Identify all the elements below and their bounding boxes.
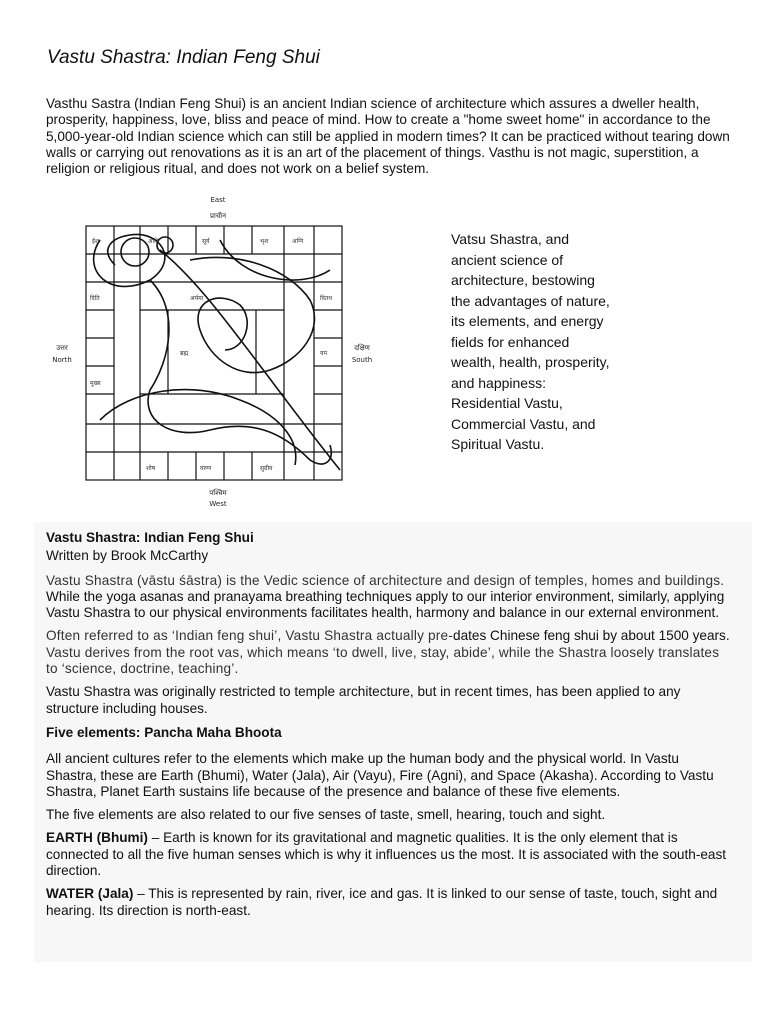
earth-label: EARTH (Bhumi) [46, 830, 148, 846]
east-hindi-label: प्राचीन [210, 212, 226, 220]
east-label: East [210, 196, 226, 204]
figure-caption: Vatsu Shastra, and ancient science of architecture, bestowing the advantages of nature, its elements, and energy fields for enhanced wealth, health, prosperity, and happiness: Residential Vastu, Commercial Vastu, and Spiritual Vastu. [451, 231, 610, 452]
water-label: WATER (Jala) [46, 886, 134, 902]
article-body [46, 530, 731, 926]
svg-text:अग्नि: अग्नि [292, 238, 304, 245]
water-paragraph [46, 886, 731, 919]
intro-paragraph: Vasthu Sastra (Indian Feng Shui) is an ancient Indian science of architecture which assures a dweller health, prosperity, happiness, love, bliss and peace of mind. How to create a "home sweet home" in accordance to the 5,000-year-old Indian science which can still be applied in modern times? It can be practiced without tearing down walls or carrying out renovations as it is an art of the placement of things. Vasthu is not magic, superstition, a religion or religious ritual, and does not work on a belief system. [46, 96, 730, 177]
article-byline: Written by Brook McCarthy [46, 548, 209, 564]
article-p2-mid: dates Chinese feng shui by about 1500 years. [453, 628, 730, 644]
article-p1-rest: While the yoga asanas and pranayama breathing techniques apply to our interior environment, similarly, applying Vastu Shastra to our physical environments facilitates health, harmony and balance in our external environment. [46, 588, 725, 621]
svg-text:आदि: आदि [148, 238, 159, 245]
svg-text:शोष: शोष [146, 465, 156, 472]
svg-text:भृश: भृश [260, 238, 269, 245]
article-p1-lead: Vastu Shastra (vāstu śāstra) is the Vedic science of architecture and design of temples, homes and buildings. [46, 572, 725, 588]
earth-paragraph [46, 830, 731, 879]
vastu-grid-drawing [40, 190, 380, 510]
north-hindi-label: उत्तर [56, 344, 68, 352]
svg-text:मुख्य: मुख्य [90, 380, 101, 387]
article-paragraph-2 [46, 628, 731, 677]
svg-text:सुग्रीव: सुग्रीव [260, 465, 273, 472]
page-title: Vastu Shastra: Indian Feng Shui [47, 47, 320, 68]
article-paragraph-3: Vastu Shastra was originally restricted to temple architecture, but in recent times, has been applied to any structure including houses. [46, 684, 681, 716]
water-text: – This is represented by rain, river, ice and gas. It is linked to our sense of taste, touch, sight and hearing. Its direction is north-east. [46, 886, 718, 918]
svg-text:सूर्य: सूर्य [202, 238, 210, 245]
svg-text:अर्यमा: अर्यमा [190, 295, 204, 302]
svg-text:ब्रह्म: ब्रह्म [180, 350, 189, 357]
svg-text:ईश: ईश [92, 238, 100, 245]
vastu-mandala-figure [40, 190, 380, 510]
article-heading: Vastu Shastra: Indian Feng Shui [46, 530, 254, 545]
article-paragraph-5: The five elements are also related to our five senses of taste, smell, hearing, touch and sight. [46, 807, 606, 823]
article-subheading: Five elements: Pancha Maha Bhoota [46, 724, 282, 740]
svg-text:वरुण: वरुण [200, 465, 212, 472]
article-paragraph-4: All ancient cultures refer to the elements which make up the human body and the physical world. In Vastu Shastra, these are Earth (Bhumi), Water (Jala), Air (Vayu), Fire (Agni), and Space (Akasha). According to Vastu Shastra, Planet Earth sustains life because of the presence and balance of these five elements. [46, 751, 714, 799]
svg-text:वितथ: वितथ [320, 295, 333, 302]
south-hindi-label: दक्षिण [354, 344, 370, 352]
west-label: West [209, 500, 227, 508]
svg-text:दिति: दिति [90, 295, 100, 302]
article-p2-rest: Vastu derives from the root vas, which means ‘to dwell, live, stay, abide’, while the Shastra loosely translates to ‘science, doctrine, teaching’. [46, 644, 720, 677]
article-p2-lead: Often referred to as ‘Indian feng shui’, Vastu Shastra actually pre- [46, 628, 454, 644]
south-label: South [351, 356, 373, 364]
north-label: North [52, 356, 72, 364]
west-hindi-label: पश्चिम [209, 489, 227, 497]
svg-text:यम: यम [320, 350, 328, 357]
article-paragraph-1 [46, 573, 731, 622]
earth-text: – Earth is known for its gravitational and magnetic qualities. It is the only element that is connected to all the five human senses which is why it influences us the most. It is associated with the south-east direction. [46, 830, 727, 879]
